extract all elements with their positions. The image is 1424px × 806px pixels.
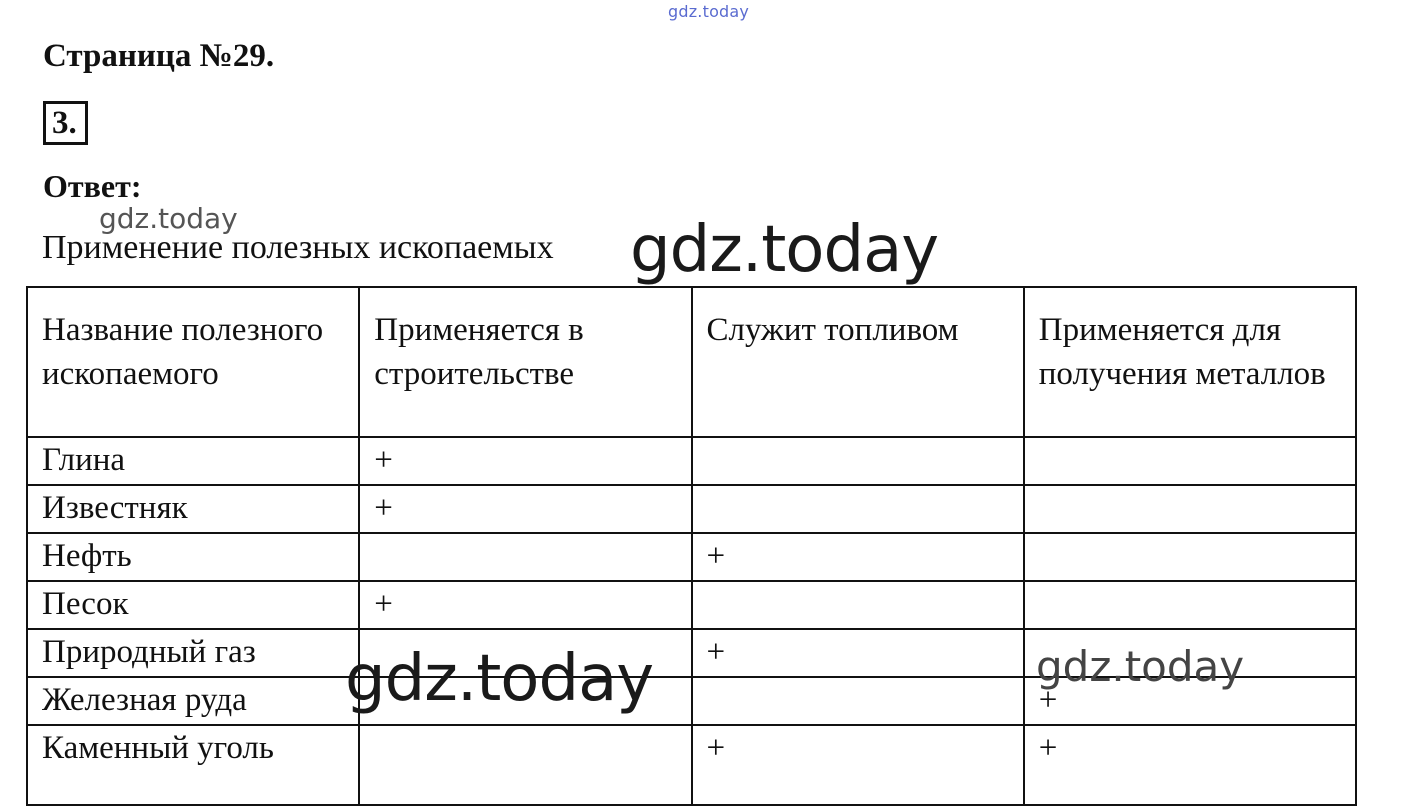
table-row — [27, 437, 1356, 485]
cell-mineral: Каменный уголь — [27, 725, 359, 805]
table-row — [27, 725, 1356, 805]
header-fuel: Служит топливом — [692, 287, 1024, 437]
cell-construction: + — [359, 437, 691, 485]
watermark-large: gdz.today — [345, 642, 654, 716]
cell-construction — [359, 725, 691, 805]
cell-metals — [1024, 437, 1356, 485]
task-number: 3. — [43, 101, 88, 145]
page-title: Страница №29. — [43, 38, 275, 74]
minerals-table — [26, 286, 1357, 806]
cell-construction — [359, 533, 691, 581]
table-row — [27, 485, 1356, 533]
cell-fuel — [692, 485, 1024, 533]
cell-metals — [1024, 533, 1356, 581]
watermark-large: gdz.today — [630, 213, 939, 287]
cell-fuel — [692, 437, 1024, 485]
answer-label: Ответ: — [43, 168, 142, 204]
cell-mineral: Природный газ — [27, 629, 359, 677]
watermark-top: gdz.today — [668, 2, 750, 21]
header-mineral-name: Название полезного ископаемого — [27, 287, 359, 437]
cell-construction: + — [359, 485, 691, 533]
cell-mineral: Нефть — [27, 533, 359, 581]
cell-mineral: Железная руда — [27, 677, 359, 725]
cell-mineral: Песок — [27, 581, 359, 629]
watermark-small: gdz.today — [99, 202, 238, 235]
cell-construction: + — [359, 581, 691, 629]
cell-mineral: Известняк — [27, 485, 359, 533]
cell-mineral: Глина — [27, 437, 359, 485]
header-metals: Применяется для получения металлов — [1024, 287, 1356, 437]
cell-metals — [1024, 485, 1356, 533]
cell-fuel: + — [692, 725, 1024, 805]
cell-metals: + — [1024, 677, 1356, 725]
cell-fuel — [692, 581, 1024, 629]
table-row — [27, 581, 1356, 629]
cell-metals — [1024, 581, 1356, 629]
table-header-row — [27, 287, 1356, 437]
cell-fuel: + — [692, 533, 1024, 581]
table-caption: Применение полезных ископаемых — [42, 229, 554, 266]
cell-metals: + — [1024, 725, 1356, 805]
table-row — [27, 533, 1356, 581]
cell-fuel: + — [692, 629, 1024, 677]
header-construction: Применяется в строительстве — [359, 287, 691, 437]
cell-fuel — [692, 677, 1024, 725]
watermark-medium: gdz.today — [1036, 642, 1245, 691]
